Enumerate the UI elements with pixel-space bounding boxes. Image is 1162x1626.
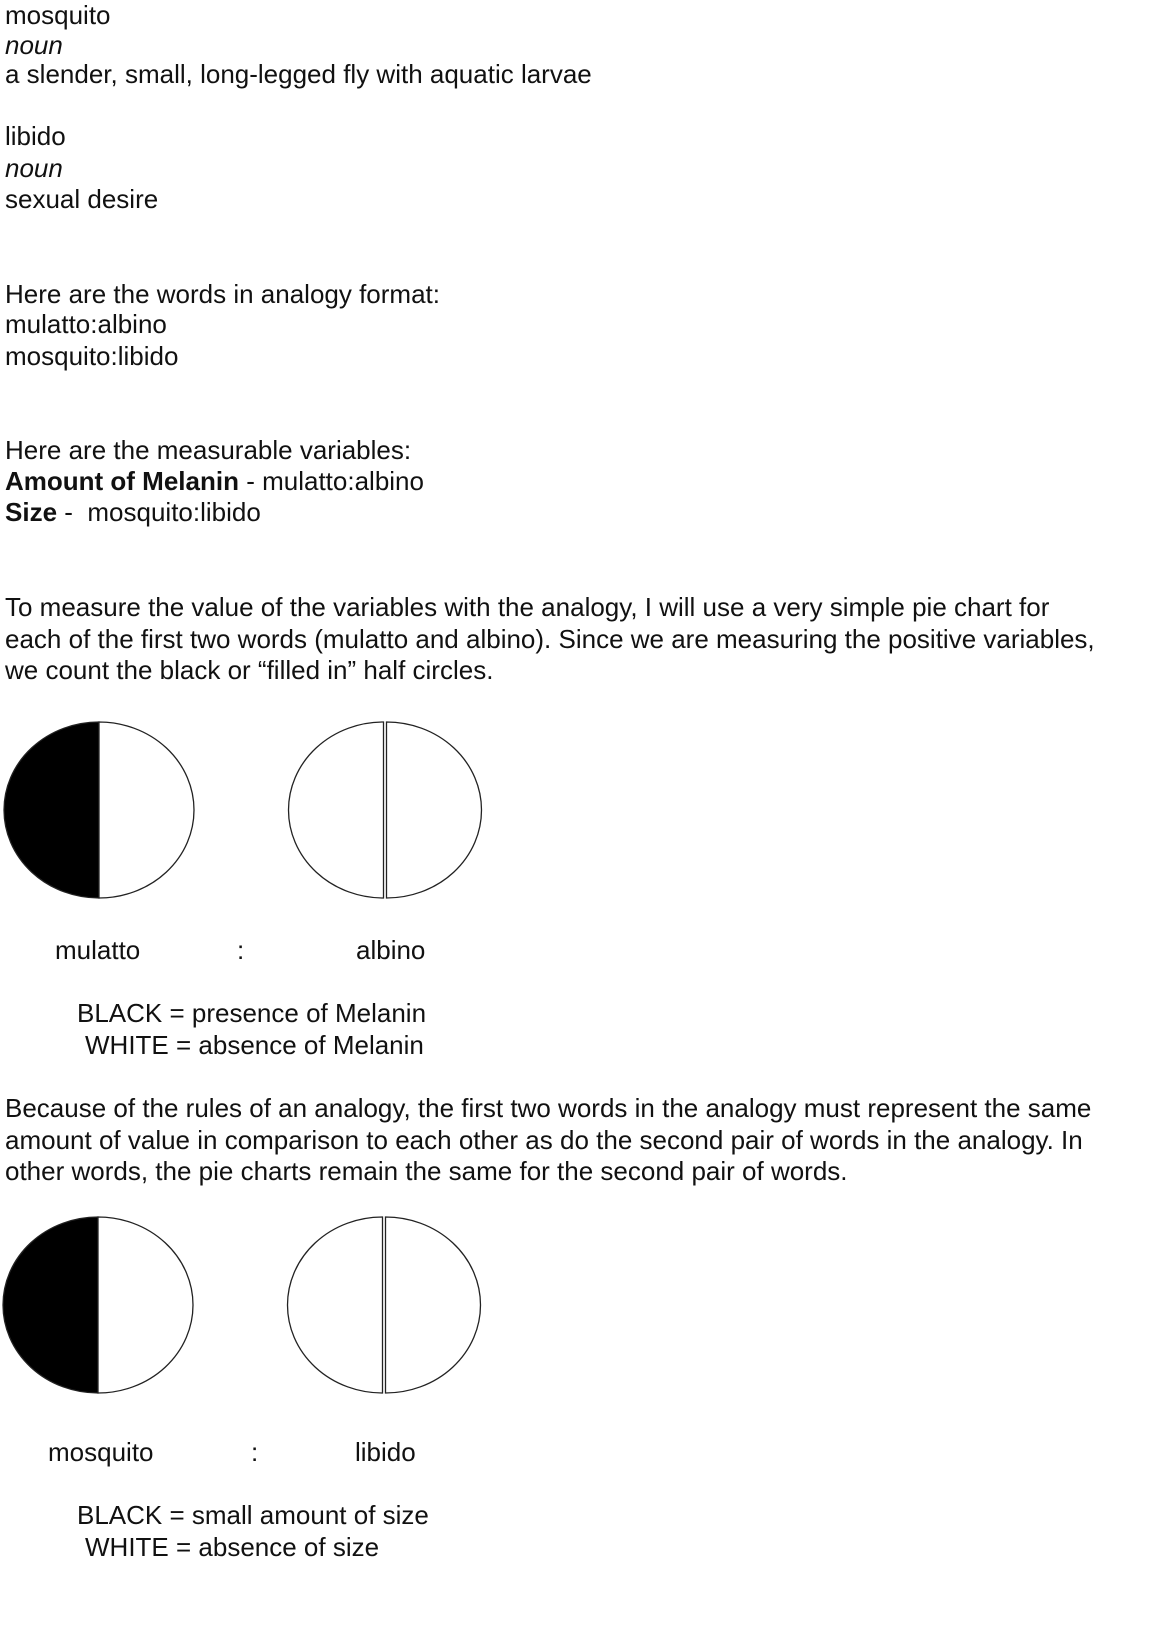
rule-line-3: other words, the pie charts remain the same for the second pair of words. [5,1156,848,1186]
pie-albino-right-half [387,722,482,898]
pie-libido-right-half [386,1217,481,1393]
pie-libido-left-half [288,1217,383,1393]
variable-size [5,497,261,528]
rule-paragraph [5,1093,1091,1188]
variables-intro: Here are the measurable variables: [5,435,412,465]
variable-melanin-pair: mulatto:albino [262,466,424,496]
definition-meaning-mosquito: a slender, small, long-legged fly with aquatic larvae [5,59,592,89]
analogy-pair-2: mosquito:libido [5,341,179,371]
figure2-legend-white: WHITE = absence of size [85,1532,380,1562]
figure1-right-label: albino [356,935,426,965]
pie-mulatto [4,722,194,898]
method-paragraph [5,592,1095,687]
definition-word-libido: libido [5,121,66,151]
variable-melanin-sep: - [238,466,263,496]
definition-pos-mosquito: noun [5,30,63,60]
method-line-1: To measure the value of the variables with the analogy, I will use a very simple pie chart for [5,592,1050,622]
variable-melanin-name: Amount of Melanin [5,466,239,496]
analogy-intro: Here are the words in analogy format: [5,279,440,309]
variable-size-name: Size [5,497,58,527]
variable-size-sep: - [57,497,88,527]
method-line-3: we count the black or “filled in” half circles. [5,655,494,685]
pie-chart-figure-1 [0,715,500,915]
pie-albino [289,722,482,898]
variable-size-pair: mosquito:libido [87,497,261,527]
figure1-colon: : [237,935,245,965]
figure2-left-label: mosquito [48,1437,154,1467]
figure2-colon: : [251,1437,259,1467]
pie-mulatto-right-half [99,722,194,898]
definition-meaning-libido: sexual desire [5,184,159,214]
pie-albino-left-half [289,722,384,898]
figure1-legend-white: WHITE = absence of Melanin [85,1030,424,1060]
pie-mosquito-left-half [3,1217,98,1393]
rule-line-2: amount of value in comparison to each other as do the second pair of words in the analogy. In [5,1124,1083,1155]
figure1-left-label: mulatto [55,935,141,965]
rule-line-1: Because of the rules of an analogy, the first two words in the analogy must represent the same [5,1093,1092,1123]
figure2-legend-black: BLACK = small amount of size [77,1500,429,1530]
definition-word-mosquito: mosquito [5,0,111,30]
method-line-2: each of the first two words (mulatto and albino). Since we are measuring the positive variables, [5,623,1095,654]
figure1-legend-black: BLACK = presence of Melanin [77,998,427,1028]
pie-chart-figure-2 [0,1210,500,1410]
pie-mulatto-left-half [4,722,99,898]
variable-melanin [5,466,424,497]
analogy-pair-1: mulatto:albino [5,309,167,339]
pie-mosquito [3,1217,193,1393]
pie-libido [288,1217,481,1393]
pie-mosquito-right-half [98,1217,193,1393]
definition-pos-libido: noun [5,153,63,183]
figure2-right-label: libido [355,1437,416,1467]
